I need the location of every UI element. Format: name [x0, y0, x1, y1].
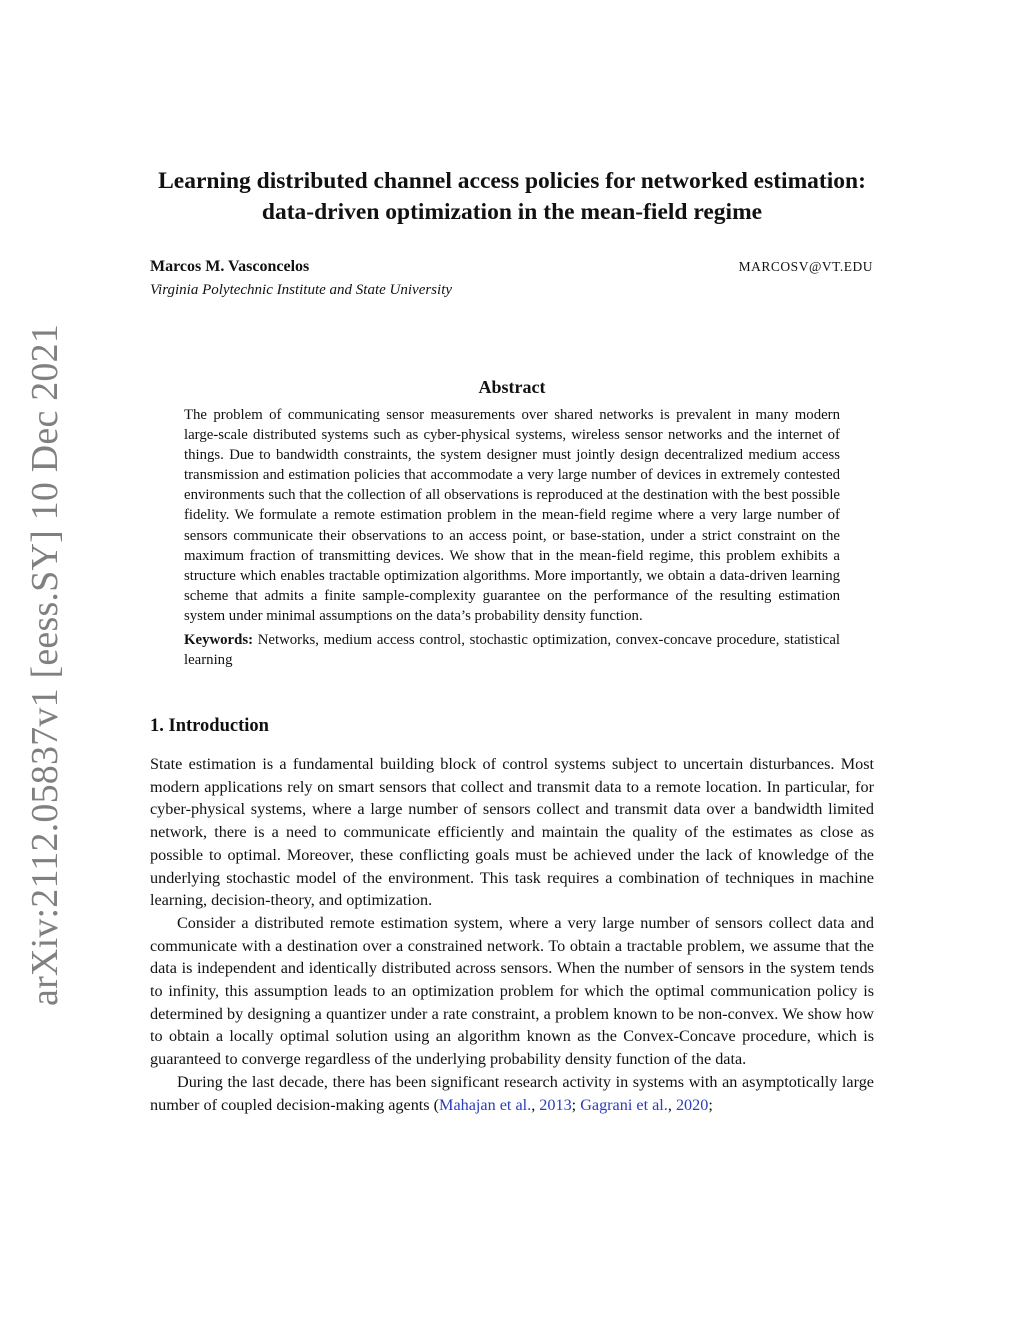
- author-affiliation: Virginia Polytechnic Institute and State University: [150, 282, 453, 298]
- keywords: [184, 630, 840, 670]
- citation-separator: ,: [667, 1095, 676, 1114]
- abstract-text: The problem of communicating sensor measurements over shared networks is prevalent in many modern large-scale distributed systems such as cyber-physical systems, wireless sensor networks and the internet of things. Due to bandwidth constraints, the system designer must jointly design decentralized medium access transmission and estimation policies that accommodate a very large number of devices in extremely contested environments such that the collection of all observations is reproduced at the destination with the best possible fidelity. We formulate a remote estimation problem in the mean-field regime where a very large number of sensors communicate their observations to an access point, or base-station, under a strict constraint on the maximum fraction of transmitting devices. We show that in the mean-field regime, this problem exhibits a structure which enables tractable optimization algorithms. More importantly, we obtain a data-driven learning scheme that admits a finite sample-complexity guarantee on the performance of the resulting estimation system under minimal assumptions on the data’s probability density function.: [184, 407, 840, 624]
- paragraph-2: Consider a distributed remote estimation system, where a very large number of sensors collect data and communicate with a destination over a constrained network. To obtain a tractable problem, we assume that the data is independent and identically distributed across sensors. When the number of sensors in the system tends to infinity, this assumption leads to an optimization problem for which the optimal communication policy is determined by designing a quantizer under a rate constraint, a problem known to be non-convex. We show how to obtain a locally optimal solution using an algorithm known as the Convex-Concave procedure, which is guaranteed to converge regardless of the underlying probability density function of the data.: [150, 913, 874, 1069]
- citation-gagrani-year[interactable]: 2020: [675, 1095, 709, 1114]
- paragraph-3: [150, 1071, 874, 1116]
- title-line-2: data-driven optimization in the mean-field regime: [261, 199, 763, 225]
- citation-separator: ;: [571, 1095, 581, 1114]
- citation-gagrani-author[interactable]: Gagrani et al.: [580, 1095, 668, 1114]
- paper-title: [120, 166, 904, 228]
- keywords-label: Keywords:: [184, 632, 254, 649]
- citation-mahajan-year[interactable]: 2013: [539, 1095, 572, 1114]
- title-line-1: Learning distributed channel access policies for networked estimation:: [158, 168, 866, 194]
- citation-trailing: ;: [708, 1095, 713, 1114]
- section-heading-introduction: 1. Introduction: [150, 716, 269, 736]
- abstract: [184, 405, 840, 670]
- author-email[interactable]: MARCOSV@VT.EDU: [738, 259, 873, 274]
- keywords-text: Networks, medium access control, stochastic optimization, convex-concave procedure, statistical learning: [184, 632, 841, 669]
- abstract-heading: Abstract: [478, 377, 546, 397]
- paragraph-1: State estimation is a fundamental building block of control systems subject to uncertain disturbances. Most modern applications rely on smart sensors that collect and transmit data to a remote location. In particular, for cyber-physical systems, where a large number of sensors collect and transmit data over a bandwidth limited network, there is a need to communicate efficiently and maintain the quality of the estimates as close as possible to optimal. Moreover, these conflicting goals must be achieved under the lack of knowledge of the underlying stochastic model of the environment. This task requires a combination of techniques in machine learning, decision-theory, and optimization.: [150, 755, 874, 910]
- paragraph-3-text: During the last decade, there has been significant research activity in systems with an asymptotically large number of coupled decision-making agents (: [150, 1072, 874, 1114]
- citation-separator: ,: [531, 1095, 540, 1114]
- introduction-body: [150, 753, 874, 1116]
- arxiv-identifier: arXiv:2112.05837v1 [eess.SY] 10 Dec 2021: [24, 323, 66, 1006]
- author-name: Marcos M. Vasconcelos: [150, 258, 310, 275]
- citation-mahajan-author[interactable]: Mahajan et al.: [439, 1095, 532, 1114]
